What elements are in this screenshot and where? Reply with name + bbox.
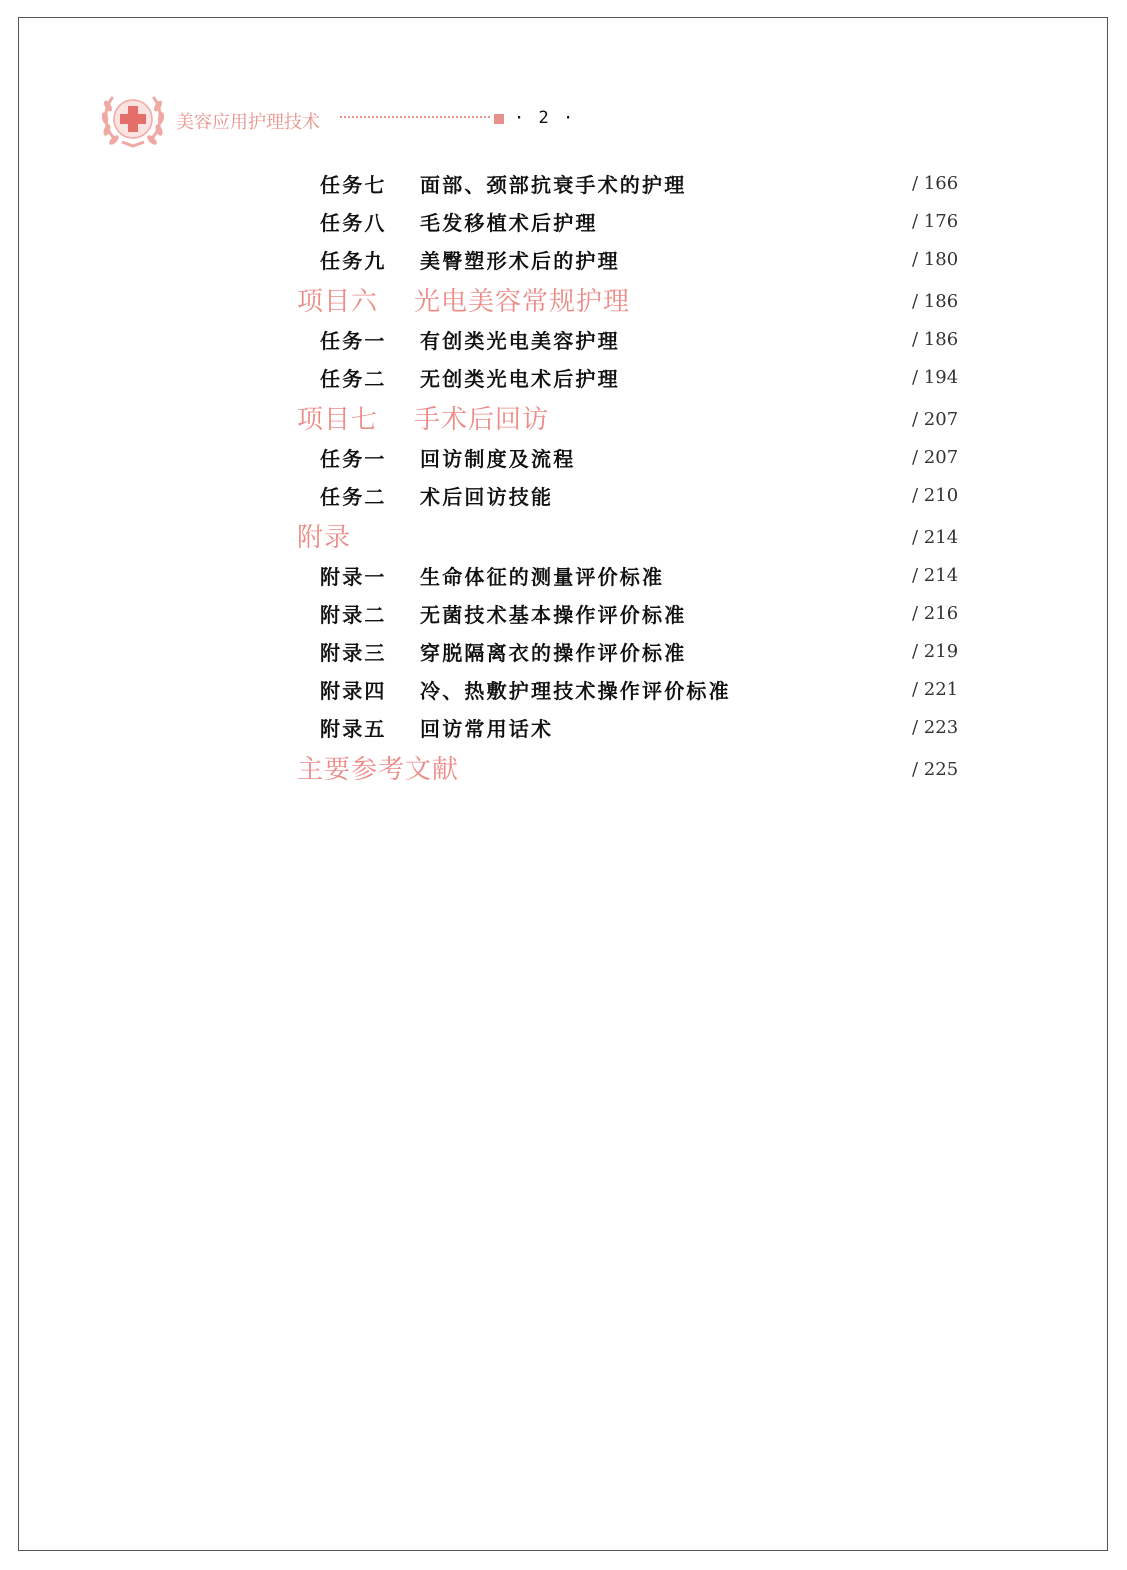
toc-entry[interactable] <box>0 321 1127 357</box>
toc-entry[interactable] <box>0 241 1127 277</box>
toc-entry[interactable] <box>0 595 1127 631</box>
toc-entry-page: / 207 <box>912 409 959 430</box>
toc-entry[interactable] <box>0 557 1127 593</box>
toc-entry-label: 任务一 <box>320 329 387 353</box>
book-title: 美容应用护理技术 <box>176 112 320 133</box>
toc-entry-title: 生命体征的测量评价标准 <box>420 565 665 589</box>
toc-entry-title: 有创类光电美容护理 <box>420 329 620 353</box>
toc-entry-title: 术后回访技能 <box>420 485 554 509</box>
toc-entry-page: / 225 <box>912 759 959 780</box>
toc-section-label: 主要参考文献 <box>297 755 460 785</box>
toc-entry-label: 任务八 <box>320 211 387 235</box>
toc-entry-label: 任务二 <box>320 367 387 391</box>
toc-section-heading[interactable] <box>0 399 1127 435</box>
toc-entry-title: 回访制度及流程 <box>420 447 576 471</box>
toc-entry-page: / 223 <box>912 717 959 738</box>
toc-section-label: 附录 <box>297 523 352 553</box>
toc-entry-label: 任务七 <box>320 173 387 197</box>
toc-section-title: 手术后回访 <box>414 405 550 435</box>
toc-entry-title: 无创类光电术后护理 <box>420 367 620 391</box>
toc-section-heading[interactable] <box>0 281 1127 317</box>
toc-entry-title: 穿脱隔离衣的操作评价标准 <box>420 641 687 665</box>
toc-entry-label: 附录二 <box>320 603 387 627</box>
toc-entry-page: / 176 <box>912 211 959 232</box>
toc-section-label: 项目六 <box>297 287 379 317</box>
toc-entry-page: / 219 <box>912 641 959 662</box>
toc-entry-title: 冷、热敷护理技术操作评价标准 <box>420 679 731 703</box>
toc-section-heading[interactable] <box>0 517 1127 553</box>
toc-section-heading[interactable] <box>0 749 1127 785</box>
red-cross-laurel-logo <box>100 88 166 150</box>
toc-entry-label: 任务一 <box>320 447 387 471</box>
square-marker-icon <box>494 114 504 124</box>
toc-entry[interactable] <box>0 439 1127 475</box>
page-number: · 2 · <box>514 108 576 128</box>
toc-entry-title: 回访常用话术 <box>420 717 554 741</box>
toc-section-title: 光电美容常规护理 <box>414 287 631 317</box>
toc-entry-page: / 194 <box>912 367 959 388</box>
toc-entry-page: / 207 <box>912 447 959 468</box>
toc-entry-title: 毛发移植术后护理 <box>420 211 598 235</box>
toc-entry[interactable] <box>0 671 1127 707</box>
toc-entry-label: 附录三 <box>320 641 387 665</box>
toc-entry-label: 任务九 <box>320 249 387 273</box>
toc-entry[interactable] <box>0 203 1127 239</box>
toc-entry-page: / 214 <box>912 565 959 586</box>
toc-entry-page: / 166 <box>912 173 959 194</box>
toc-entry[interactable] <box>0 633 1127 669</box>
toc-entry-page: / 210 <box>912 485 959 506</box>
toc-entry-page: / 221 <box>912 679 959 700</box>
running-header <box>100 88 700 150</box>
toc-entry-title: 无菌技术基本操作评价标准 <box>420 603 687 627</box>
toc-entry[interactable] <box>0 709 1127 745</box>
toc-entry-title: 面部、颈部抗衰手术的护理 <box>420 173 687 197</box>
toc-entry[interactable] <box>0 359 1127 395</box>
toc-entry[interactable] <box>0 477 1127 513</box>
toc-section-label: 项目七 <box>297 405 379 435</box>
toc-entry-page: / 180 <box>912 249 959 270</box>
toc-entry-page: / 216 <box>912 603 959 624</box>
dotted-leader <box>340 116 490 118</box>
toc-entry[interactable] <box>0 165 1127 201</box>
toc-entry-label: 附录五 <box>320 717 387 741</box>
toc-entry-page: / 186 <box>912 329 959 350</box>
toc-entry-title: 美臀塑形术后的护理 <box>420 249 620 273</box>
toc-entry-page: / 186 <box>912 291 959 312</box>
toc-entry-label: 任务二 <box>320 485 387 509</box>
toc-entry-label: 附录四 <box>320 679 387 703</box>
toc-entry-page: / 214 <box>912 527 959 548</box>
toc-entry-label: 附录一 <box>320 565 387 589</box>
